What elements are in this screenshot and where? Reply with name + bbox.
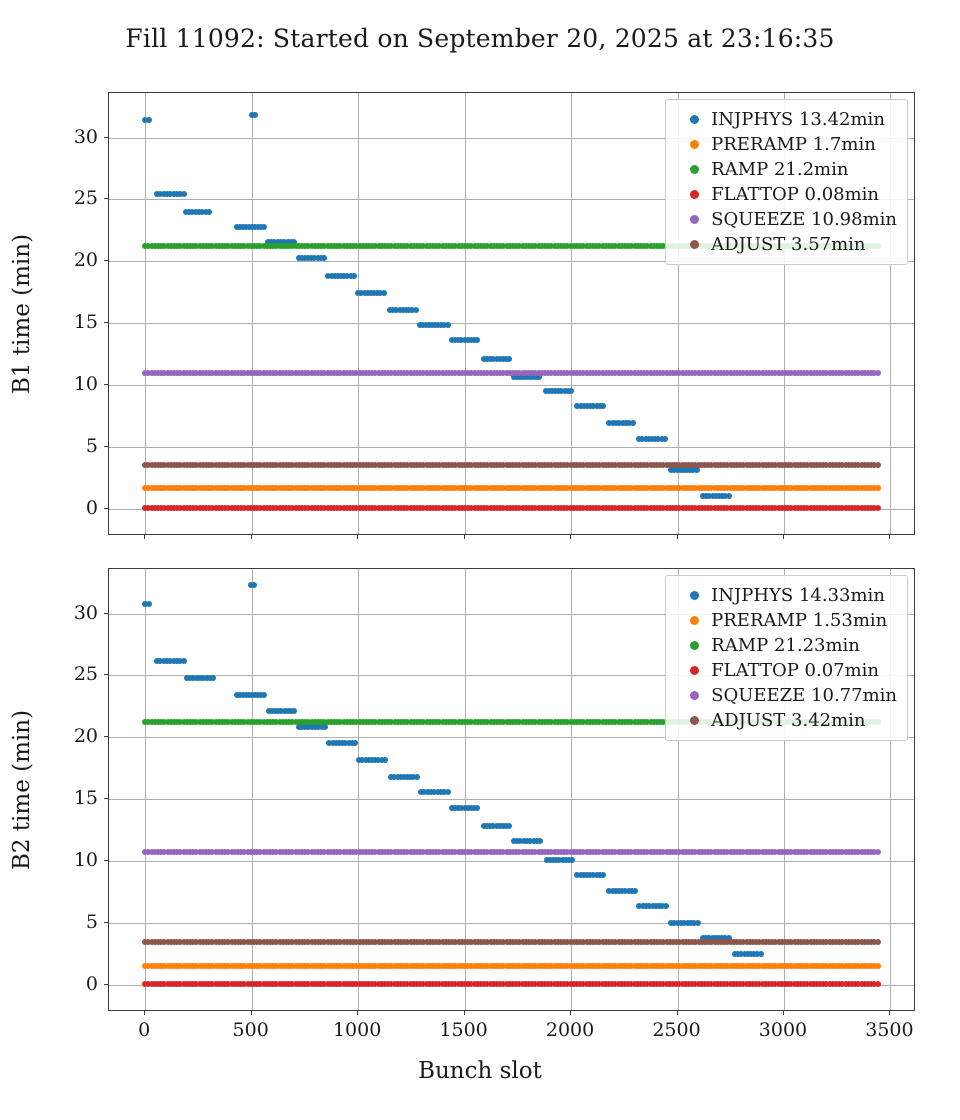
data-point bbox=[569, 857, 575, 863]
data-point bbox=[875, 963, 881, 969]
legend-marker-icon bbox=[690, 165, 699, 174]
y-tick-label: 25 bbox=[73, 663, 98, 686]
x-tick bbox=[357, 1011, 358, 1015]
data-point bbox=[632, 888, 638, 894]
y-tick bbox=[104, 798, 108, 799]
data-point bbox=[474, 805, 480, 811]
legend-marker-icon bbox=[690, 240, 699, 249]
legend-label: SQUEEZE 10.77min bbox=[711, 685, 897, 706]
gridline-horizontal bbox=[109, 861, 914, 862]
data-point bbox=[445, 322, 451, 328]
x-tick bbox=[464, 535, 465, 539]
y-tick bbox=[104, 922, 108, 923]
x-tick bbox=[251, 1011, 252, 1015]
data-point bbox=[382, 757, 388, 763]
x-tick-label: 500 bbox=[232, 1019, 269, 1041]
y-tick-label: 20 bbox=[73, 249, 98, 272]
data-point bbox=[414, 774, 420, 780]
y-tick-label: 20 bbox=[73, 725, 98, 748]
legend-label: ADJUST 3.42min bbox=[711, 710, 866, 731]
y-tick bbox=[104, 508, 108, 509]
data-point bbox=[251, 582, 257, 588]
data-point bbox=[630, 420, 636, 426]
data-point bbox=[875, 462, 881, 468]
gridline-vertical bbox=[252, 93, 253, 534]
legend-label: FLATTOP 0.08min bbox=[711, 184, 880, 205]
y-tick-label: 10 bbox=[73, 849, 98, 872]
legend-label: RAMP 21.2min bbox=[711, 159, 849, 180]
y-tick-label: 5 bbox=[85, 434, 98, 457]
y-tick bbox=[104, 198, 108, 199]
y-tick bbox=[104, 446, 108, 447]
legend-label: FLATTOP 0.07min bbox=[711, 660, 880, 681]
data-point bbox=[445, 789, 451, 795]
x-tick-label: 1500 bbox=[439, 1019, 488, 1041]
x-tick bbox=[251, 535, 252, 539]
data-point bbox=[506, 356, 512, 362]
data-point bbox=[252, 112, 258, 118]
data-point bbox=[875, 370, 881, 376]
y-tick-label: 10 bbox=[73, 373, 98, 396]
legend-item bbox=[676, 132, 897, 157]
data-point bbox=[726, 493, 732, 499]
gridline-horizontal bbox=[109, 385, 914, 386]
legend-label: RAMP 21.23min bbox=[711, 635, 860, 656]
data-point bbox=[695, 920, 701, 926]
x-tick bbox=[783, 1011, 784, 1015]
legend-item bbox=[676, 157, 897, 182]
legend-label: SQUEEZE 10.98min bbox=[711, 209, 897, 230]
legend-marker-icon bbox=[690, 140, 699, 149]
data-point bbox=[474, 337, 480, 343]
data-point bbox=[381, 290, 387, 296]
x-tick-label: 2000 bbox=[545, 1019, 595, 1041]
x-tick bbox=[144, 535, 145, 539]
x-tick bbox=[889, 1011, 890, 1015]
y-tick-label: 5 bbox=[85, 910, 98, 933]
x-tick bbox=[357, 535, 358, 539]
gridline-vertical bbox=[465, 93, 466, 534]
legend-label: PRERAMP 1.7min bbox=[711, 134, 876, 155]
y-tick bbox=[104, 984, 108, 985]
x-axis-label: Bunch slot bbox=[418, 1058, 542, 1084]
y-axis-label-b2: B2 time (min) bbox=[9, 709, 35, 870]
legend-marker-icon bbox=[690, 591, 699, 600]
data-point bbox=[875, 939, 881, 945]
legend-marker-icon bbox=[690, 190, 699, 199]
data-point bbox=[206, 209, 212, 215]
x-tick bbox=[570, 535, 571, 539]
legend-marker-icon bbox=[690, 641, 699, 650]
y-tick bbox=[104, 674, 108, 675]
gridline-horizontal bbox=[109, 923, 914, 924]
data-point bbox=[875, 981, 881, 987]
data-point bbox=[600, 872, 606, 878]
legend-item bbox=[676, 658, 897, 683]
data-point bbox=[351, 273, 357, 279]
y-tick-label: 30 bbox=[73, 125, 98, 148]
y-tick-label: 0 bbox=[85, 496, 98, 519]
y-tick-label: 15 bbox=[73, 311, 98, 334]
y-tick-label: 15 bbox=[73, 787, 98, 810]
legend-b1 bbox=[665, 99, 908, 265]
data-point bbox=[694, 467, 700, 473]
x-tick-label: 3500 bbox=[865, 1019, 914, 1041]
y-tick-label: 0 bbox=[85, 972, 98, 995]
data-point bbox=[537, 838, 543, 844]
legend-marker-icon bbox=[690, 115, 699, 124]
x-tick bbox=[464, 1011, 465, 1015]
legend-b2 bbox=[665, 575, 908, 741]
x-tick bbox=[783, 535, 784, 539]
data-point bbox=[321, 255, 327, 261]
x-tick-label: 0 bbox=[138, 1019, 151, 1041]
gridline-vertical bbox=[571, 93, 572, 534]
x-tick bbox=[677, 1011, 678, 1015]
legend-label: ADJUST 3.57min bbox=[711, 234, 866, 255]
legend-item bbox=[676, 232, 897, 257]
legend-item bbox=[676, 207, 897, 232]
y-tick bbox=[104, 322, 108, 323]
legend-marker-icon bbox=[690, 616, 699, 625]
figure-title: Fill 11092: Started on September 20, 2025 at 23:16:35 bbox=[125, 24, 835, 53]
data-point bbox=[261, 692, 267, 698]
x-tick bbox=[570, 1011, 571, 1015]
data-point bbox=[600, 403, 606, 409]
legend-label: INJPHYS 14.33min bbox=[711, 585, 885, 606]
legend-item bbox=[676, 608, 897, 633]
legend-item bbox=[676, 683, 897, 708]
legend-marker-icon bbox=[690, 666, 699, 675]
legend-item bbox=[676, 182, 897, 207]
x-tick-label: 2500 bbox=[652, 1019, 701, 1041]
gridline-horizontal bbox=[109, 447, 914, 448]
axes-b1 bbox=[108, 92, 915, 535]
y-tick-label: 25 bbox=[73, 187, 98, 210]
legend-item bbox=[676, 708, 897, 733]
y-tick bbox=[104, 736, 108, 737]
data-point bbox=[210, 675, 216, 681]
y-axis-label-b1: B1 time (min) bbox=[9, 233, 35, 394]
y-tick bbox=[104, 613, 108, 614]
data-point bbox=[875, 849, 881, 855]
legend-label: PRERAMP 1.53min bbox=[711, 610, 888, 631]
x-tick bbox=[677, 535, 678, 539]
data-point bbox=[352, 740, 358, 746]
legend-marker-icon bbox=[690, 691, 699, 700]
data-point bbox=[875, 485, 881, 491]
legend-item bbox=[676, 633, 897, 658]
y-tick bbox=[104, 260, 108, 261]
data-point bbox=[875, 505, 881, 511]
y-tick bbox=[104, 137, 108, 138]
axes-b2 bbox=[108, 568, 915, 1011]
gridline-horizontal bbox=[109, 323, 914, 324]
data-point bbox=[662, 436, 668, 442]
data-point bbox=[413, 307, 419, 313]
legend-item bbox=[676, 107, 897, 132]
legend-marker-icon bbox=[690, 215, 699, 224]
legend-label: INJPHYS 13.42min bbox=[711, 109, 885, 130]
gridline-horizontal bbox=[109, 799, 914, 800]
legend-item bbox=[676, 583, 897, 608]
y-tick bbox=[104, 860, 108, 861]
data-point bbox=[291, 708, 297, 714]
y-tick bbox=[104, 384, 108, 385]
data-point bbox=[181, 658, 187, 664]
data-point bbox=[663, 903, 669, 909]
data-point bbox=[568, 388, 574, 394]
x-tick bbox=[144, 1011, 145, 1015]
data-point bbox=[146, 601, 152, 607]
data-point bbox=[261, 224, 267, 230]
data-point bbox=[146, 117, 152, 123]
gridline-vertical bbox=[358, 93, 359, 534]
x-tick-label: 3000 bbox=[758, 1019, 808, 1041]
legend-marker-icon bbox=[690, 716, 699, 725]
gridline-vertical bbox=[145, 93, 146, 534]
data-point bbox=[506, 823, 512, 829]
x-tick-label: 1000 bbox=[332, 1019, 382, 1041]
data-point bbox=[758, 951, 764, 957]
x-tick bbox=[889, 535, 890, 539]
y-tick-label: 30 bbox=[73, 601, 98, 624]
